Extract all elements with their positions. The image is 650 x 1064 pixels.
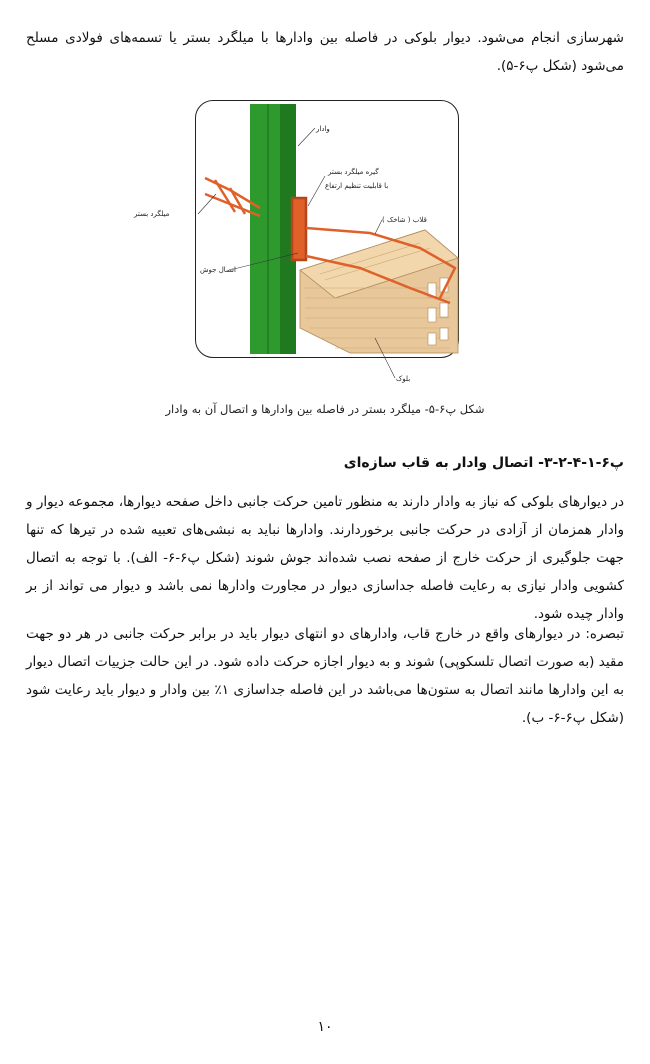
label-block: بلوک xyxy=(396,375,411,383)
label-gire-2: با قابلیت تنظیم ارتفاع xyxy=(325,182,389,190)
label-ghollab: قلاب ( شاخک ) xyxy=(382,216,427,224)
label-vadar: وادار xyxy=(316,125,330,133)
label-ettesal: اتصال جوش xyxy=(200,266,236,274)
body-paragraph-2: تبصره: در دیوارهای واقع در خارج قاب، وادارهای دو انتهای دیوار باید در برابر حرکت جانبی در هر دو جهت مقید (به صورت اتصال تلسکوپی) شوند و به دیوار اجازه حرکت داده شود. در این حالت جزییات اتصال دیوار به این وادارها مانند اتصال به ستون‌ها می‌باشد در این فاصله جداسازی ۱٪ بین وادار و دیوار باید رعایت شود (شکل پ۶-۶- ب). xyxy=(26,626,624,726)
section-heading: پ۶-۱-۴-۲-۳- اتصال وادار به قاب سازه‌ای xyxy=(343,455,624,471)
label-milgerd: میلگرد بستر xyxy=(134,210,170,218)
label-gire-1: گیره میلگرد بستر xyxy=(328,168,379,176)
page-number: ۱۰ xyxy=(317,1019,333,1035)
vertical-column xyxy=(250,104,296,354)
figure-caption: شکل پ۶-۵- میلگرد بستر در فاصله بین وادارها و اتصال آن به وادار xyxy=(165,402,485,416)
body-paragraph-1: در دیوارهای بلوکی که نیاز به وادار دارند به منظور تامین حرکت جانبی داخل صفحه دیوارها، مجموعه دیوار و وادار همزمان از آزادی در حرکت جانبی برخوردارند. وادارها نباید به نبشی‌های تعبیه شده در تیرها که تنها جهت جلوگیری از حرکت خارج از صفحه نصب شده‌اند جوش شوند (شکل پ۶-۶- الف). با توجه به اتصال کشویی وادار نیازی به رعایت فاصله جداسازی دیوار در مجاورت وادارها نمی باشد و دیوار می تواند از بر وادار چیده شود. xyxy=(26,494,624,622)
figure-illustration xyxy=(120,98,540,390)
intro-paragraph: شهرسازی انجام می‌شود. دیوار بلوکی در فاصله بین وادارها با میلگرد بستر یا تسمه‌های فولادی مسلح می‌شود (شکل پ۶-۵). xyxy=(26,30,624,74)
block-wall xyxy=(300,230,458,353)
figure-bed-joint-reinforcement xyxy=(120,98,540,390)
